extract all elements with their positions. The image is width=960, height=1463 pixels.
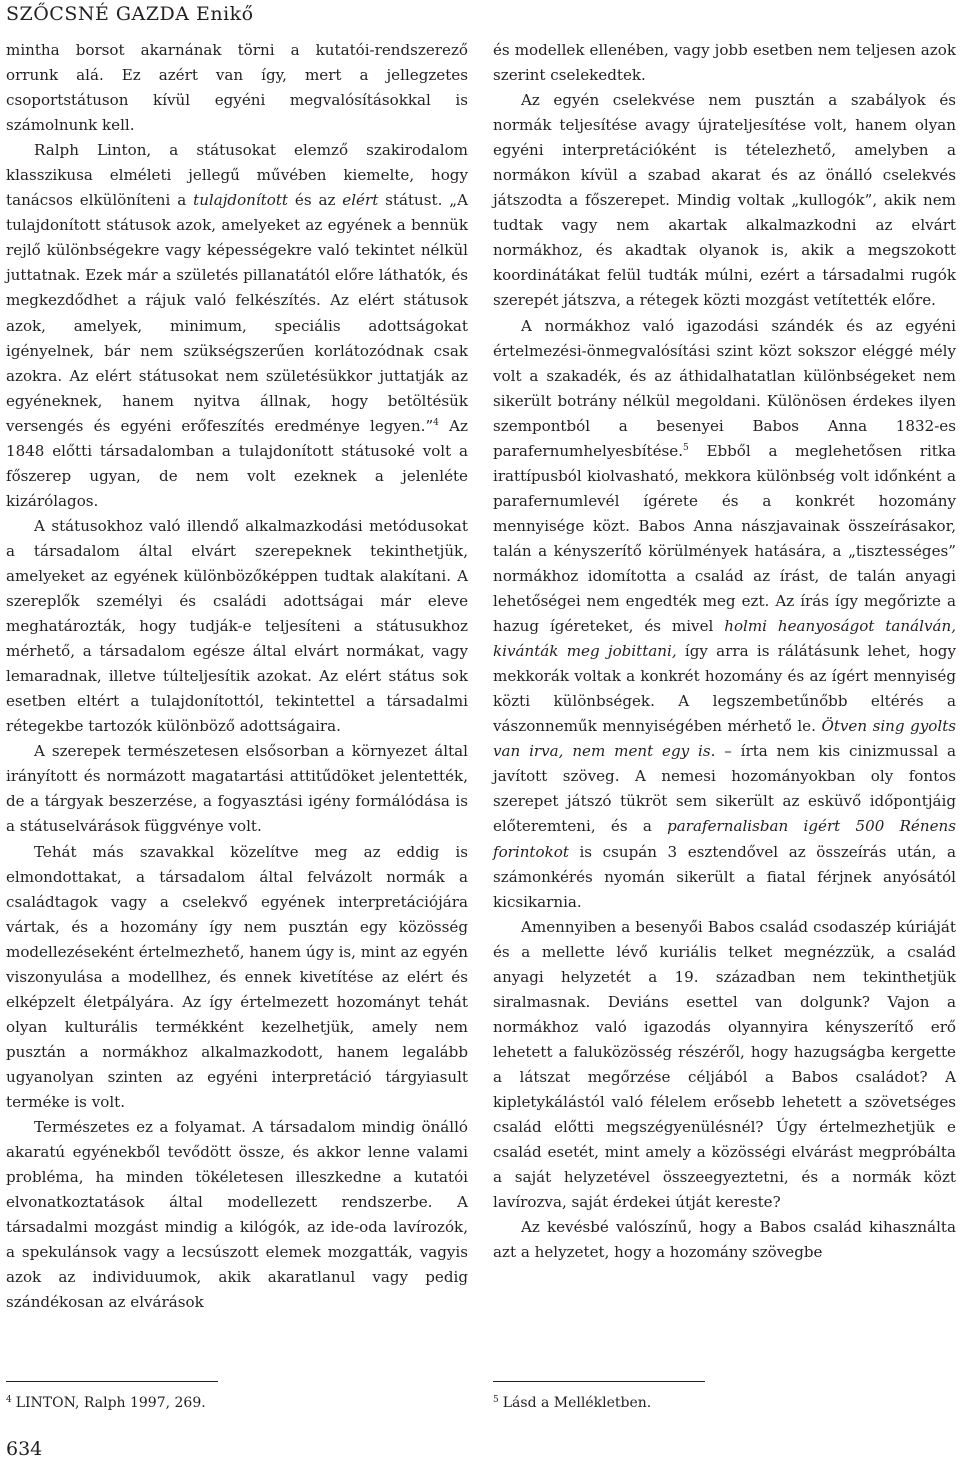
- quotation-italic: parafernalisban igért 500 Rénens forintokot: [493, 817, 956, 861]
- paragraph: Természetes ez a folyamat. A társadalom mindig önálló akaratú egyénekből tevődött össze, és akkor lenne valami probléma, ha minden tökéletesen illeszkedne a kutatói elvonatkoztatások által modellezett rendszerbe. A társadalmi mozgást mindig a kilógók, az ide-oda lavírozók, a spekulánsok vagy a lecsúszott elemek mozgatták, vagyis azok az individuumok, akik akaratlanul vagy pedig szándékosan az elvárások: [6, 1118, 468, 1312]
- paragraph: Az kevésbé valószínű, hogy a Babos család kihasználta azt a helyzetet, hogy a hozomány szövegbe: [493, 1218, 956, 1262]
- paragraph: Amennyiben a besenyői Babos család csodaszép kúriáját és a mellette lévő kuriális telket megnézzük, a család anyagi helyzetét a 19. században nem tekinthetjük siralmasnak. Deviáns esettel van dolgunk? Vajon a normákhoz való igazodás olyannyira kényszerítő erő lehetett a faluközösség részéről, hogy hazugságba kergette a látszat megőrzése céljából a Babos családot? A kipletykálástól való félelem erősebb lehetett a szövetséges család előtti megszégyenülésnél? Úgy értelmezhetjük e család esetét, mint amely a közösségi elvárást megpróbálta a saját helyzetével összeegyeztetni, és a normák közt lavírozva, saját érdekei útját kereste?: [493, 917, 956, 1212]
- footnote-number: 4: [6, 1395, 12, 1405]
- paragraph: mintha borsot akarnának törni a kutatói-rendszerező orrunk alá. Ez azért van így, mert a jellegzetes csoportstátuson kívül egyéni megvalósításokkal is számolnunk kell.: [6, 41, 468, 135]
- emphasis: elért: [342, 191, 379, 210]
- paragraph: A státusokhoz való illendő alkalmazkodási metódusokat a társadalom által elvárt szerepeknek tekinthetjük, amelyeket az egyének különbözőképpen tudtak alakítani. A szereplők személyi és családi adottságai már eleve meghatározták, hogy tudják-e teljesíteni a státusukhoz mérhető, a társadalom egésze által elvárt normákat, vagy lemaradnak, illetve túlteljesítik azokat. Az elért státus sok esetben eltért a tulajdonítottól, tekintettel a társadalmi rétegekbe tartozók különböző adottságaira.: [6, 516, 468, 736]
- quotation-italic: Ötven sing gyolts van irva, nem ment egy is.: [493, 717, 957, 761]
- text-run: Ralph Linton, a státusokat elemző szakirodalom klasszikusa elméleti jellegű művében kiemelte, hogy tanácsos elkülöníteni a: [6, 141, 468, 210]
- page-number: 634: [6, 1438, 43, 1460]
- footnote-marker: 4: [433, 417, 439, 428]
- paragraph: Az egyén cselekvése nem pusztán a szabályok és normák teljesítése avagy újrateljesítése volt, hanem olyan egyéni interpretációként is tételezhető, amelyben a normákon kívül a szabad akarat és az önálló cselekvés játszodta a főszerepet. Mindig voltak „kullogók”, akik nem tudtak vagy nem akartak alkalmazkodni az elvárt normákhoz, és akadtak olyanok is, akik a megszokott koordinátákat felül tudták múlni, ezért a társadalmi rugók szerepét játszva, a rétegek közti mozgást vetítették előre.: [493, 91, 956, 310]
- text-run: – írta nem kis cinizmussal a javított szöveg. A nemesi hozományokban oly fontos szerepet játszó tükröt sem sikerült az esküvő időpontjáig előteremteni, és a: [493, 742, 956, 836]
- running-head: SZŐCSNÉ GAZDA Enikő: [6, 3, 254, 25]
- text-run: Ebből a meglehetősen ritka irattípusból kiolvasható, mekkora különbség volt időnként a parafernumlevél ígérete és a konkrét hozomány mennyisége közt. Babos Anna nászjavainak összeírásakor, talán a kényszerítő körülmények hatására, a „tisztességes” normákhoz idomította a család az írást, de talán anyagi lehetőségei nem engedték meg ezt. Az írás így megőrizte a hazug ígéreteket, és mivel: [493, 441, 956, 636]
- paragraph: A szerepek természetesen elsősorban a környezet által irányított és normázott magatartási attitűdöket jelentették, de a tárgyak beszerzése, a fogyasztási igény formálódása is a státuselvárások függvénye volt.: [6, 742, 468, 836]
- footnote-5: [493, 1393, 651, 1413]
- footnote-divider: [6, 1381, 218, 1382]
- footnote-text: Lásd a Mellékletben.: [502, 1395, 652, 1411]
- text-run: A normákhoz való igazodási szándék és az egyéni értelmezési-önmegvalósítási szint közt sokszor eléggé mély volt a szakadék, és az áthidalhatatlan különbségeket nem sikerült botrány nélkül megoldani. Különösen érdekes ilyen szempontból a besenyei Babos Anna 1832-es parafernumhelyesbítése.: [493, 316, 956, 460]
- text-run: Az 1848 előtti társadalomban a tulajdonított státusoké volt a főszerep ugyan, de nem volt ezeknek a jelenléte kizárólagos.: [6, 416, 468, 510]
- text-run: és az: [288, 191, 343, 210]
- paragraph: és modellek ellenében, vagy jobb esetben nem teljesen azok szerint cselekedtek.: [493, 41, 956, 85]
- paragraph: Tehát más szavakkal közelítve meg az eddig is elmondottakat, a társadalom által felvázolt normák a családtagok vagy a cselekvő egyének interpretációjára vártak, és a hozomány így nem pusztán egy közösség modellezéseként értelmezhető, hanem úgy is, mint az egyén viszonyulása a modellhez, és ennek kivetítése az elért és elképzelt életpályára. Az így értelmezett hozományt tehát olyan kulturális termékként kezelhetjük, amely nem pusztán a normákhoz alkalmazkodott, hanem legalább ugyanolyan szinten az egyéni interpretáció tárgyiasult terméke is volt.: [6, 842, 468, 1111]
- emphasis: tulajdonított: [193, 191, 288, 210]
- quotation-italic: holmi heanyoságot tanálván, kivánták meg jobittani,: [493, 617, 956, 661]
- right-column: [493, 38, 956, 1265]
- footnote-number: 5: [493, 1395, 499, 1405]
- footnote-divider: [493, 1381, 705, 1382]
- left-column: [6, 38, 468, 1315]
- footnote-text: LINTON, Ralph 1997, 269.: [15, 1395, 206, 1411]
- text-run: így arra is rálátásunk lehet, hogy mekkorák voltak a konkrét hozomány és az ígért mennyiség közti különbségek. A legszembetűnőbb eltérés a vászonneműk mennyiségében mérhető le.: [493, 642, 956, 736]
- footnote-marker: 5: [683, 442, 689, 453]
- paragraph: [493, 314, 956, 915]
- paragraph: [6, 138, 468, 514]
- text-run: is csupán 3 esztendővel az összeírás után, a számonkérés nyomán sikerült a fiatal férjnek anyósától kicsikarnia.: [493, 842, 956, 911]
- footnote-4: [6, 1393, 206, 1413]
- text-run: státust. „A tulajdonított státusok azok, amelyeket az egyének a bennük rejlő különbségekre vagy képességekre való tekintet nélkül juttatnak. Ezek már a születés pillanatától előre láthatók, és megkezdődhet a rájuk való felkészítés. Az elért státusok azok, amelyek, minimum, speciális adottságokat igényelnek, bár nem szükségszerűen korlátozódnak csak azokra. Az elért státusokat nem születésükkor juttatják az egyéneknek, hanem nyitva állnak, hogy betöltésük versengés és egyéni erőfeszítés eredménye legyen.”: [6, 191, 468, 435]
